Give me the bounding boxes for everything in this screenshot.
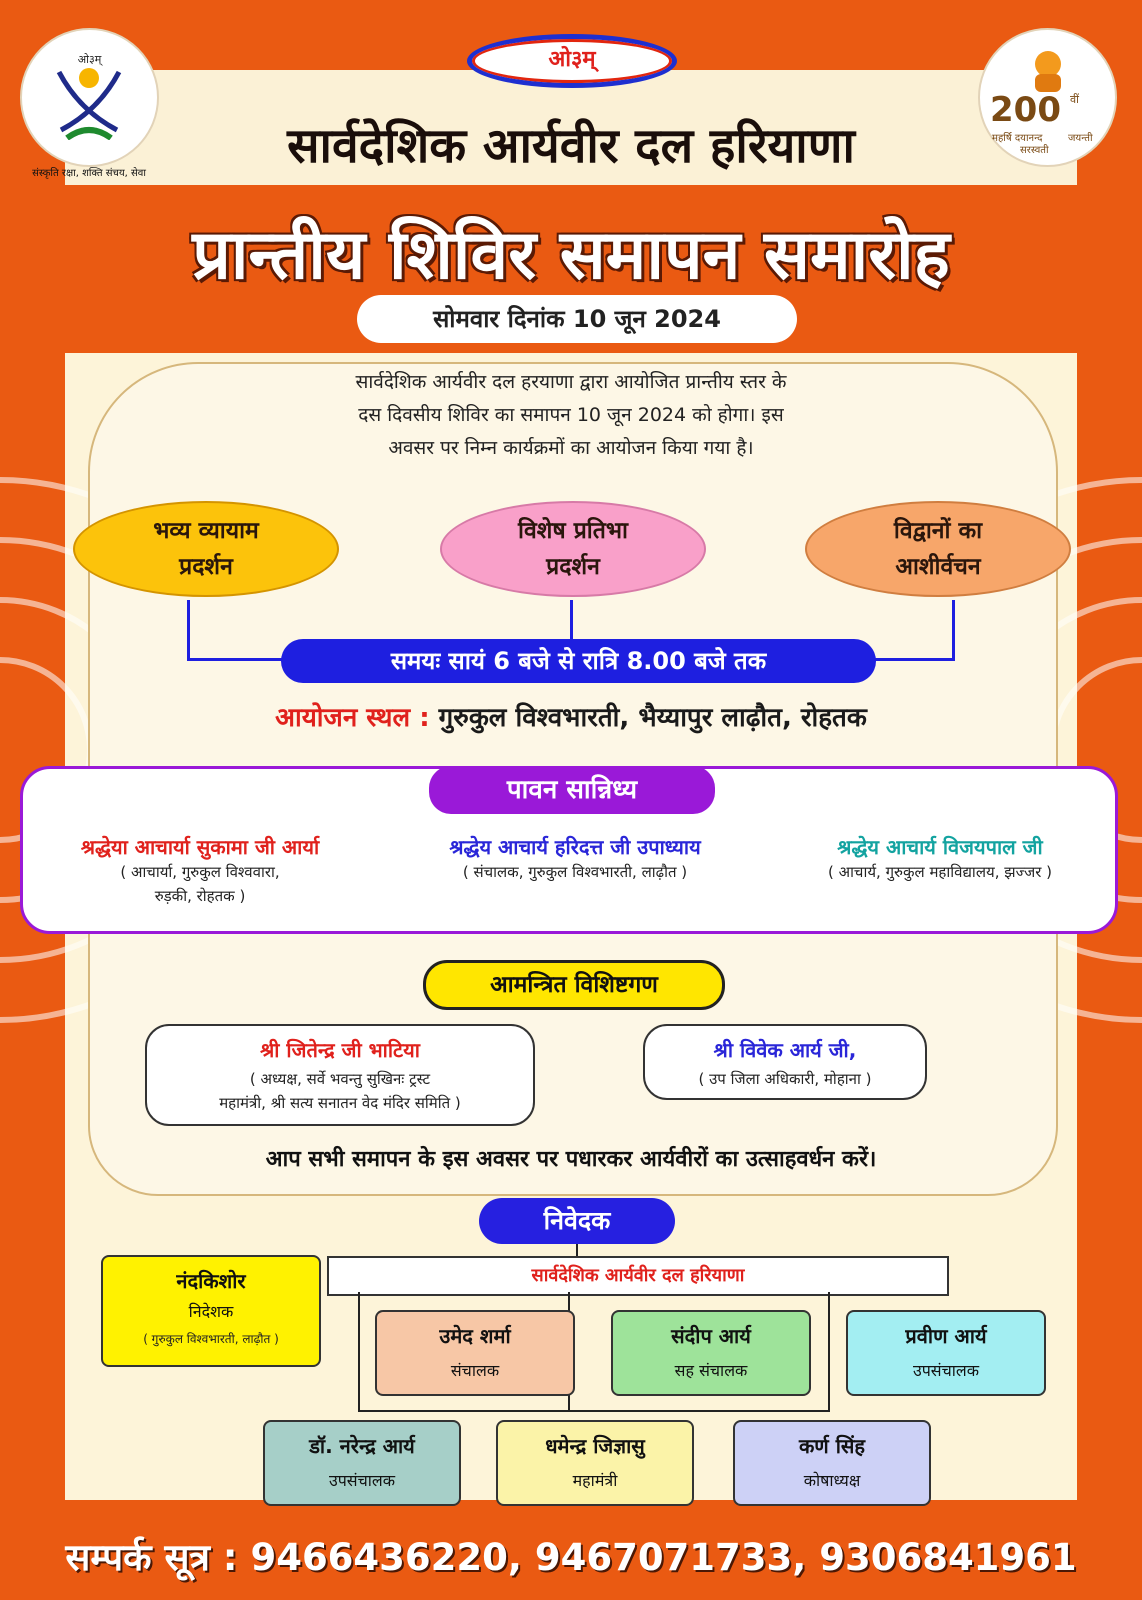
person-name: श्रद्धेय आचार्य हरिदत्त जी उपाध्याय [449,835,701,859]
member-name: प्रवीण आर्य [905,1324,987,1348]
connector-line [570,600,573,640]
intro-line: दस दिवसीय शिविर का समापन 10 जून 2024 को होगा। इस [358,404,784,426]
member-name: धमेन्द्र जिज्ञासु [545,1434,645,1458]
program-label: विद्वानों का [893,518,983,544]
program-label: प्रदर्शन [546,554,600,580]
member-box [611,1310,811,1396]
tree-line [828,1292,830,1412]
member-box [846,1310,1046,1396]
member-role: सह संचालक [674,1361,748,1380]
member-role: संचालक [450,1361,500,1380]
member-box [375,1310,575,1396]
member-name: उमेद शर्मा [439,1324,511,1348]
logo-line2: सरस्वती [1020,145,1049,156]
nivedak-org: सार्वदेशिक आर्यवीर दल हरियाणा [327,1256,949,1296]
member-box [496,1420,694,1506]
event-date: सोमवार दिनांक 10 जून 2024 [357,295,797,343]
venue-label: आयोजन स्थल : [275,703,430,733]
guest-name: श्री विवेक आर्य जी, [713,1038,857,1062]
member-name: कर्ण सिंह [798,1434,866,1458]
guest-desc: महामंत्री, श्री सत्य सनातन वेद मंदिर समिति ) [219,1094,461,1112]
member-role: निदेशक [188,1302,234,1321]
program-blessings [805,501,1071,597]
guest-name: श्री जितेन्द्र जी भाटिया [260,1038,420,1062]
program-talent-display [440,501,706,597]
person-name: श्रद्धेय आचार्य विजयपाल जी [837,835,1043,859]
logo-line3: जयन्ती [1068,133,1093,144]
program-label: आशीर्वचन [895,554,981,580]
guest-desc: ( उप जिला अधिकारी, मोहाना ) [698,1070,872,1088]
logo-tagline: संस्कृति रक्षा, शक्ति संचय, सेवा [32,168,146,179]
person-name: श्रद्धेया आचार्या सुकामा जी आर्या [80,835,320,859]
person-desc: ( संचालक, गुरुकुल विश्वभारती, लाढ़ौत ) [462,863,688,881]
intro-text [200,366,942,465]
tree-line [358,1292,360,1412]
time-bar: समयः सायं 6 बजे से रात्रि 8.00 बजे तक [281,639,876,683]
event-title: प्रान्तीय शिविर समापन समारोह [192,216,950,295]
tree-line [358,1410,830,1412]
member-name: डॉ. नरेन्द्र आर्य [309,1434,415,1458]
invited-title: आमन्त्रित विशिष्टगण [423,960,725,1010]
person-desc: ( आचार्य, गुरुकुल महाविद्यालय, झज्जर ) [827,863,1053,881]
person-desc: रुड़की, रोहतक ) [154,887,246,905]
guest-box [643,1024,927,1100]
program-label: भव्य व्यायाम [153,518,259,544]
intro-line: सार्वदेशिक आर्यवीर दल हरयाणा द्वारा आयोजित प्रान्तीय स्तर के [355,371,787,393]
program-label: विशेष प्रतिभा [518,518,628,544]
venue [0,698,1142,734]
anniversary-number: 200 [990,90,1061,130]
member-box [263,1420,461,1506]
member-sub: ( गुरुकुल विश्वभारती, लाढ़ौत ) [143,1332,279,1346]
org-title: सार्वदेशिक आर्यवीर दल हरियाणा [287,118,855,174]
member-name: संदीप आर्य [671,1324,751,1348]
intro-line: अवसर पर निम्न कार्यक्रमों का आयोजन किया गया है। [388,437,754,459]
appeal-text: आप सभी समापन के इस अवसर पर पधारकर आर्यवीरों का उत्साहवर्धन करें। [265,1147,877,1172]
guest-box [145,1024,535,1126]
director-box [101,1255,321,1367]
program-label: प्रदर्शन [179,554,233,580]
venue-value: गुरुकुल विश्वभारती, भैय्यापुर लाढ़ौत, रोहतक [438,703,867,733]
person-desc: ( आचार्या, गुरुकुल विश्ववारा, [120,863,280,881]
connector-line [952,600,955,660]
connector-line [187,600,190,660]
om-badge: ओ३म् [467,34,677,88]
contact-numbers: सम्पर्क सूत्र : 9466436220, 9467071733, 9306841961 [65,1536,1077,1579]
sannidhya-person [24,833,376,908]
sannidhya-person [390,833,760,884]
sannidhya-person [775,833,1105,884]
member-role: उपसंचालक [912,1361,980,1380]
logo-line1: महर्षि दयानन्द [992,133,1043,144]
member-box [733,1420,931,1506]
nivedak-title: निवेदक [479,1198,675,1244]
sannidhya-title: पावन सान्निध्य [429,766,715,814]
program-exercise-display [73,501,339,597]
member-role: महामंत्री [572,1471,618,1490]
member-role: उपसंचालक [328,1471,396,1490]
member-role: कोषाध्यक्ष [803,1471,861,1490]
anniversary-suffix: वीं [1070,93,1079,106]
member-name: नंदकिशोर [176,1269,246,1293]
guest-desc: ( अध्यक्ष, सर्वे भवन्तु सुखिनः ट्रस्ट [249,1070,431,1088]
logo-om-text: ओ३म् [77,53,102,66]
